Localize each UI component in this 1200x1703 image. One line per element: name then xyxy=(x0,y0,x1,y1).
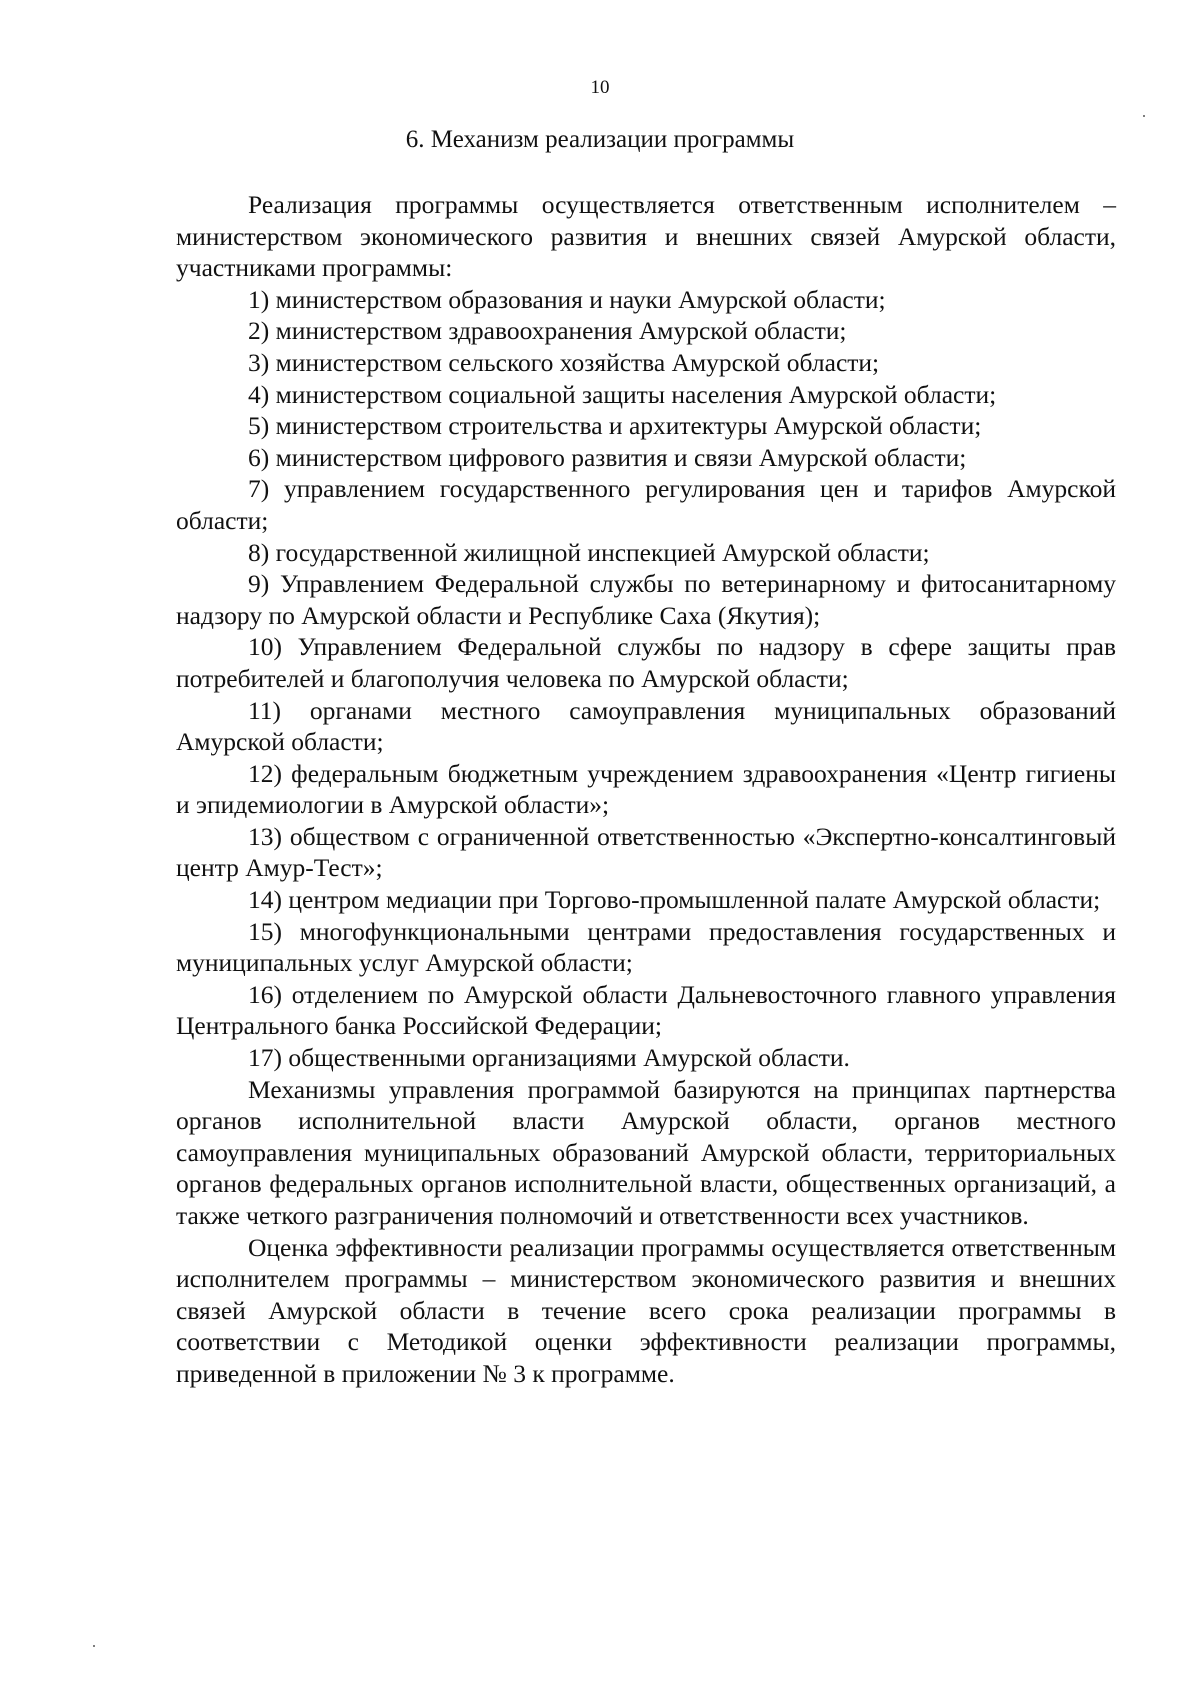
scan-speck xyxy=(93,1645,95,1647)
list-item: 10) Управлением Федеральной службы по надзору в сфере защиты прав потребителей и благополучия человека по Амурской области; xyxy=(176,632,1116,693)
list-item: 3) министерством сельского хозяйства Амурской области; xyxy=(248,347,880,377)
list-item: 12) федеральным бюджетным учреждением здравоохранения «Центр гигиены и эпидемиологии в Амурской области»; xyxy=(176,758,1116,820)
paragraph-management: Механизмы управления программой базируются на принципах партнерства органов исполнительной власти Амурской области, органов местного самоуправления муниципальных образований Амурской области, территориальных органов федеральных органов исполнительной власти, общественных организаций, а также четкого разграничения полномочий и ответственности всех участников. xyxy=(176,1074,1116,1230)
list-item: 9) Управлением Федеральной службы по ветеринарному и фитосанитарному надзору по Амурской области и Республике Саха (Якутия); xyxy=(176,569,1116,630)
list-item: 1) министерством образования и науки Амурской области; xyxy=(248,284,886,314)
page-number: 10 xyxy=(590,77,610,98)
section-heading: 6. Механизм реализации программы xyxy=(405,126,795,153)
list-item: 6) министерством цифрового развития и связи Амурской области; xyxy=(248,442,967,472)
list-item: 8) государственной жилищной инспекцией Амурской области; xyxy=(248,537,930,567)
list-item: 15) многофункциональными центрами предоставления государственных и муниципальных услуг Амурской области; xyxy=(176,916,1116,978)
list-item: 11) органами местного самоуправления муниципальных образований Амурской области; xyxy=(176,695,1116,757)
body-text xyxy=(176,189,1116,1390)
scan-speck xyxy=(1143,115,1145,117)
list-item: 16) отделением по Амурской области Дальневосточного главного управления Центрального банка Российской Федерации; xyxy=(176,979,1116,1041)
list-item: 14) центром медиации при Торгово-промышленной палате Амурской области; xyxy=(248,885,1101,915)
list-item: 4) министерством социальной защиты населения Амурской области; xyxy=(248,379,997,409)
paragraph-intro: Реализация программы осуществляется ответственным исполнителем – министерством экономического развития и внешних связей Амурской области, участниками программы: xyxy=(176,190,1116,283)
paragraph-evaluation: Оценка эффективности реализации программы осуществляется ответственным исполнителем программы – министерством экономического развития и внешних связей Амурской области в течение всего срока реализации программы в соответствии с Методикой оценки эффективности реализации программы, приведенной в приложении № 3 к программе. xyxy=(176,1232,1116,1388)
list-item: 13) обществом с ограниченной ответственностью «Экспертно-консалтинговый центр Амур-Тест»; xyxy=(176,821,1116,883)
list-item: 17) общественными организациями Амурской области. xyxy=(248,1043,850,1073)
list-item: 5) министерством строительства и архитектуры Амурской области; xyxy=(248,411,982,441)
list-item: 7) управлением государственного регулирования цен и тарифов Амурской области; xyxy=(176,474,1116,535)
list-item: 2) министерством здравоохранения Амурской области; xyxy=(248,316,847,346)
